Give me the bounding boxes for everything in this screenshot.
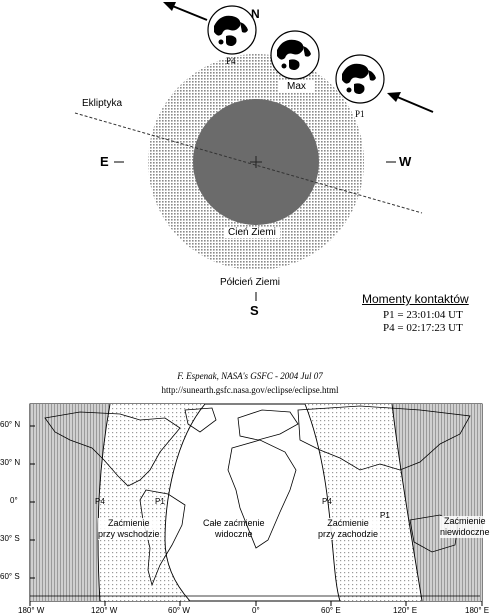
penumbra-label: Półcień Ziemi xyxy=(220,277,281,288)
west-label: W xyxy=(399,154,412,169)
lat-tick-60n: 60° N xyxy=(0,420,21,429)
lat-tick-0: 0° xyxy=(10,496,18,505)
lon-tick-0: 0° xyxy=(252,606,260,615)
credit-url: http://sunearth.gsfc.nasa.gov/eclipse/eclipse.html xyxy=(161,385,339,395)
region-setting-label xyxy=(318,518,378,540)
region-invisible-label xyxy=(440,516,490,538)
east-label: E xyxy=(100,154,109,169)
curve-label-p4-left: P4 xyxy=(95,497,105,506)
region-rising-line1: Zaćmienie xyxy=(108,518,150,528)
lon-tick-120e: 120° E xyxy=(393,606,418,615)
moon-p4-label: P4 xyxy=(226,56,236,66)
contacts-title: Momenty kontaktów xyxy=(362,292,469,306)
region-rising-label xyxy=(98,518,160,540)
region-setting-line1: Zaćmienie xyxy=(327,518,369,528)
moon-max-label: Max xyxy=(279,81,314,92)
moon-p1 xyxy=(336,55,384,103)
credit-author: F. Espenak, NASA's GSFC - 2004 Jul 07 xyxy=(177,371,323,381)
moon-track-arrow-lower xyxy=(387,92,433,112)
region-invisible-line2: niewidoczne xyxy=(440,527,490,537)
eclipse-geometry xyxy=(75,2,433,301)
curve-label-p1-right: P1 xyxy=(380,511,390,520)
region-setting-line2: przy zachodzie xyxy=(318,529,379,539)
lon-tick-120w: 120° W xyxy=(91,606,118,615)
contact-p1: P1 = 23:01:04 UT xyxy=(383,309,463,321)
moon-track-arrow-upper xyxy=(163,2,207,20)
lat-tick-30n: 30° N xyxy=(0,458,21,467)
lon-tick-60w: 60° W xyxy=(168,606,190,615)
region-total-line1: Całe zaćmienie xyxy=(203,518,265,528)
lat-tick-60s: 60° S xyxy=(0,572,20,581)
umbra-label: Cień Ziemi xyxy=(224,227,280,238)
region-rising-line2: przy wschodzie xyxy=(98,529,160,539)
region-total-line2: widoczne xyxy=(215,529,253,539)
lon-tick-180w: 180° W xyxy=(18,606,45,615)
region-total-label xyxy=(203,518,265,540)
north-label: N xyxy=(251,7,260,21)
lon-tick-60e: 60° E xyxy=(321,606,341,615)
contact-p4: P4 = 02:17:23 UT xyxy=(383,322,463,334)
curve-label-p1-left: P1 xyxy=(155,497,165,506)
ecliptic-label: Ekliptyka xyxy=(82,98,123,109)
region-invisible-line1: Zaćmienie xyxy=(444,516,486,526)
moon-p1-label: P1 xyxy=(355,109,365,119)
lon-tick-180e: 180° E xyxy=(465,606,490,615)
moon-p4 xyxy=(208,6,256,54)
curve-label-p4-right: P4 xyxy=(322,497,332,506)
moon-max xyxy=(271,31,319,79)
lat-tick-30s: 30° S xyxy=(0,534,20,543)
south-label: S xyxy=(250,303,259,318)
